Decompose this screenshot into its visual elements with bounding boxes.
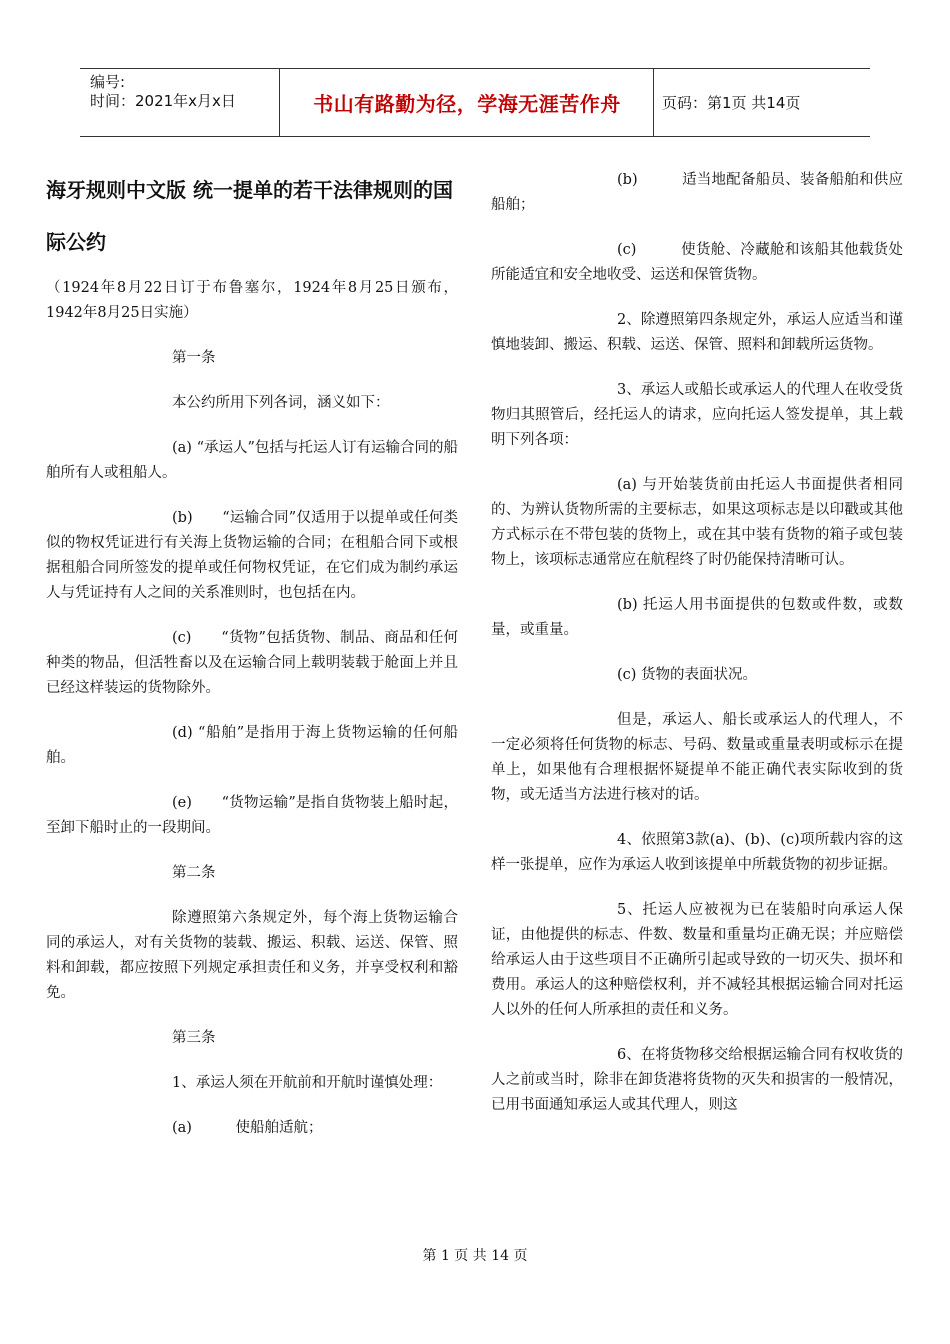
paragraph: (c) 货物的表面状况。	[617, 667, 758, 683]
document-title: 海牙规则中文版 统一提单的若干法律规则的国际公约	[46, 178, 453, 254]
paragraph: (a) 与开始装货前由托运人书面提供者相同的、为辨认货物所需的主要标志，如果这项标志是以印戳或其他方式标示在不带包装的货物上，或在其中装有货物的箱子或包装物上，该项标志通常应在航程终了时仍能保持清晰可认。	[491, 477, 903, 568]
header-motto: 书山有路勤为径，学海无涯苦作舟	[281, 69, 654, 136]
paragraph: 但是，承运人、船长或承运人的代理人，不一定必须将任何货物的标志、号码、数量或重量表明或标示在提单上，如果他有合理根据怀疑提单不能正确代表实际收到的货物，或无适当方法进行核对的话。	[491, 712, 903, 803]
article-1-heading: 第一条	[172, 350, 216, 366]
paragraph: (c) “货物”包括货物、制品、商品和任何种类的物品，但活牲畜以及在运输合同上载明装载于舱面上并且已经这样装运的货物除外。	[46, 630, 458, 696]
paragraph: 1、承运人须在开航前和开航时谨慎处理：	[172, 1075, 443, 1091]
paragraph: (e) “货物运输”是指自货物装上船时起，至卸下船时止的一段期间。	[46, 795, 458, 836]
paragraph: (c) 使货舱、冷藏舱和该船其他载货处所能适宜和安全地收受、运送和保管货物。	[491, 242, 903, 283]
paragraph: 2、除遵照第四条规定外，承运人应适当和谨慎地装卸、搬运、积载、运送、保管、照料和卸载所运货物。	[491, 312, 903, 353]
paragraph: (b) 适当地配备船员、装备船舶和供应船舶；	[491, 172, 903, 213]
paragraph: 除遵照第六条规定外，每个海上货物运输合同的承运人，对有关货物的装载、搬运、积载、运送、保管、照料和卸载，都应按照下列规定承担责任和义务，并享受权利和豁免。	[46, 910, 458, 1001]
article-2-heading: 第二条	[172, 865, 216, 881]
date-note: （1924年8月22日订于布鲁塞尔，1924年8月25日颁布，1942年8月25日实施）	[46, 280, 458, 321]
header-meta	[80, 69, 280, 136]
paragraph: (b) 托运人用书面提供的包数或件数，或数量，或重量。	[491, 597, 903, 638]
paragraph: (b) “运输合同”仅适用于以提单或任何类似的物权凭证进行有关海上货物运输的合同；在租船合同下或根据租船合同所签发的提单或任何物权凭证，在它们成为制约承运人与凭证持有人之间的关系准则时，也包括在内。	[46, 510, 458, 601]
right-column	[491, 168, 903, 1138]
paragraph: 3、承运人或船长或承运人的代理人在收受货物归其照管后，经托运人的请求，应向托运人签发提单，其上载明下列各项：	[491, 382, 903, 448]
paragraph: (a) “承运人”包括与托运人订有运输合同的船舶所有人或租船人。	[46, 440, 458, 481]
page-footer: 第 1 页 共 14 页	[422, 1248, 528, 1264]
paragraph: 4、依照第3款(a)、(b)、(c)项所载内容的这样一张提单，应作为承运人收到该提单中所载货物的初步证据。	[491, 832, 903, 873]
left-column	[46, 164, 458, 1161]
header-page-info: 页码：第1页 共14页	[662, 94, 801, 112]
article-3-heading: 第三条	[172, 1030, 216, 1046]
paragraph: 本公约所用下列各词，涵义如下：	[172, 395, 390, 411]
paragraph: 5、托运人应被视为已在装船时向承运人保证，由他提供的标志、件数、数量和重量均正确无误；并应赔偿给承运人由于这些项目不正确所引起或导致的一切灭失、损坏和费用。承运人的这种赔偿权利，并不减轻其根据运输合同对托运人以外的任何人所承担的责任和义务。	[491, 902, 903, 1018]
header-time: 时间：2021年x月x日	[90, 92, 236, 110]
header-number: 编号:	[90, 73, 126, 91]
header-table	[80, 68, 870, 137]
paragraph: (a) 使船舶适航；	[172, 1120, 323, 1136]
paragraph: (d) “船舶”是指用于海上货物运输的任何船舶。	[46, 725, 458, 766]
paragraph: 6、在将货物移交给根据运输合同有权收货的人之前或当时，除非在卸货港将货物的灭失和损害的一般情况，已用书面通知承运人或其代理人，则这	[491, 1047, 903, 1113]
